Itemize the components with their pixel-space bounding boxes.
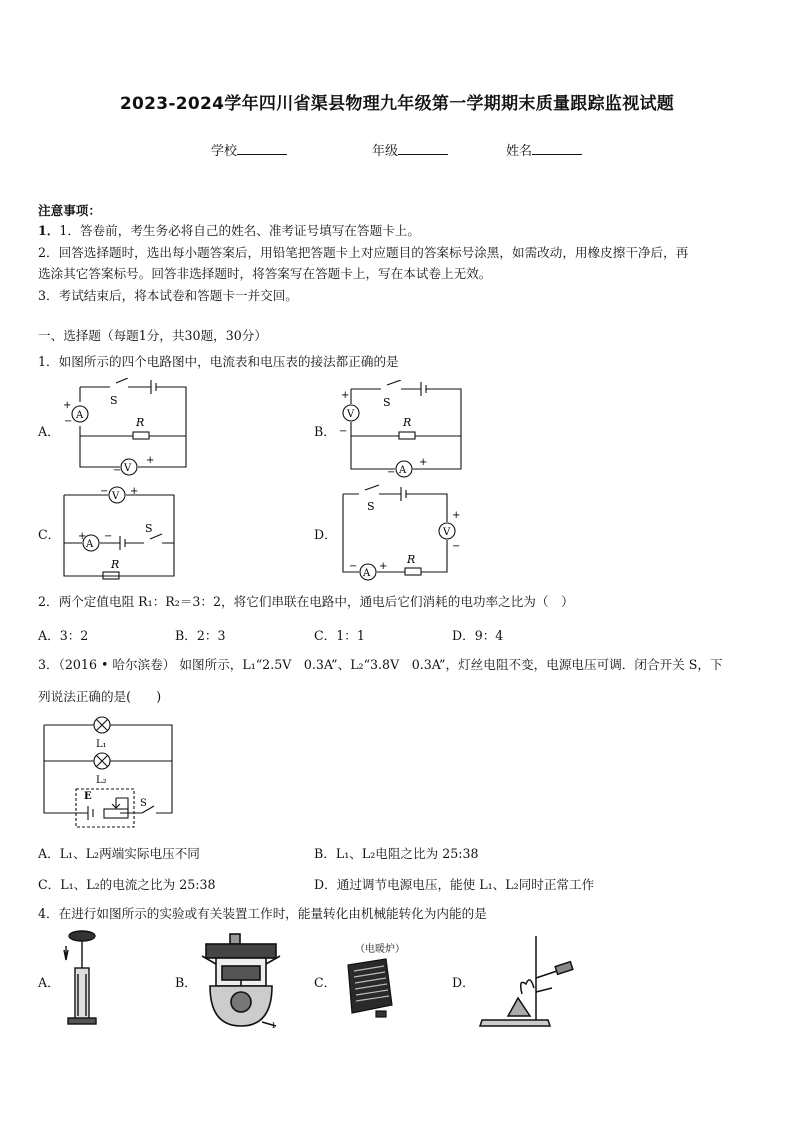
svg-text:−: − <box>387 467 396 478</box>
svg-text:S: S <box>367 500 375 513</box>
q2-option-c: C．1：1 <box>314 628 365 643</box>
circuit-b <box>333 380 473 480</box>
svg-text:V: V <box>443 527 451 538</box>
name-label: 姓名 <box>506 144 533 159</box>
q4-label-b: B． <box>175 975 197 990</box>
svg-text:−: − <box>349 561 358 572</box>
q3-option-a: A．L₁、L₂两端实际电压不同 <box>38 846 200 861</box>
school-label: 学校 <box>211 144 238 159</box>
note-1: 1．1．答卷前，考生务必将自己的姓名、准考证号填写在答题卡上。 <box>38 223 420 238</box>
note-3: 3．考试结束后，将本试卷和答题卡一并交回。 <box>38 288 298 303</box>
q4-label-a: A． <box>38 975 60 990</box>
svg-text:V: V <box>124 463 132 474</box>
svg-text:R: R <box>407 553 416 566</box>
q3-option-b: B．L₁、L₂电阻之比为 25:38 <box>314 846 479 861</box>
q2-stem: 2．两个定值电阻 R₁：R₂＝3：2，将它们串联在电路中，通电后它们消耗的电功率之比为（ ） <box>38 594 574 609</box>
svg-text:+: + <box>146 455 155 466</box>
svg-text:A: A <box>363 568 371 579</box>
circuit-d <box>333 484 473 584</box>
q4-label-d: D． <box>452 975 475 990</box>
svg-text:V: V <box>112 491 120 502</box>
page-title: 2023-2024学年四川省渠县物理九年级第一学期期末质量跟踪监视试题 <box>119 94 675 114</box>
q1-label-b: B． <box>314 424 336 439</box>
q2-option-a: A．3：2 <box>38 628 89 643</box>
q1-label-d: D． <box>314 527 337 542</box>
svg-text:−: − <box>339 426 348 437</box>
svg-text:−: − <box>113 465 122 476</box>
svg-text:−: − <box>100 486 109 497</box>
svg-text:+: + <box>63 400 72 411</box>
q3-stem-line2: 列说法正确的是( ) <box>38 689 162 704</box>
svg-text:+: + <box>78 531 87 542</box>
q1-stem: 1．如图所示的四个电路图中，电流表和电压表的接法都正确的是 <box>38 354 399 369</box>
svg-text:A: A <box>86 539 94 550</box>
q3-option-d: D．通过调节电源电压，能使 L₁、L₂同时正常工作 <box>314 877 595 892</box>
svg-text:−: − <box>64 416 73 427</box>
svg-text:+: + <box>452 510 461 521</box>
q3-option-c: C．L₁、L₂的电流之比为 25:38 <box>38 877 216 892</box>
q4-stem: 4．在进行如图所示的实验或有关装置工作时，能量转化由机械能转化为内能的是 <box>38 906 487 921</box>
svg-text:+: + <box>379 561 388 572</box>
heating-apparatus-image <box>478 934 578 1028</box>
engine-image <box>196 932 286 1030</box>
svg-text:A: A <box>76 410 84 421</box>
circuit-c <box>58 482 198 584</box>
svg-text:S: S <box>110 394 118 407</box>
svg-text:+: + <box>419 457 428 468</box>
svg-text:S: S <box>145 522 153 535</box>
electric-heater-image <box>342 955 398 1021</box>
svg-text:+: + <box>341 390 350 401</box>
engine-tick: ı <box>272 1020 276 1031</box>
svg-text:L₂: L₂ <box>96 775 107 786</box>
school-field <box>211 140 287 159</box>
q3-stem-line1: 3．（2016 • 哈尔滨卷） 如图所示，L₁“2.5V 0.3A”、L₂“3.8V 0.3A”，灯丝电阻不变，电源电压可调．闭合开关 S，下 <box>38 657 723 672</box>
section-heading: 一、选择题（每题1分，共30题，30分） <box>38 328 267 343</box>
svg-text:−: − <box>452 541 461 552</box>
q1-label-c: C． <box>38 527 61 542</box>
q4-label-c: C． <box>314 975 337 990</box>
q1-label-a: A． <box>38 424 60 439</box>
svg-text:E: E <box>84 791 92 802</box>
name-field <box>506 140 582 159</box>
notes-heading: 注意事项： <box>38 203 101 218</box>
svg-text:R: R <box>403 416 412 429</box>
q2-option-d: D．9：4 <box>452 628 504 643</box>
grade-field <box>372 140 448 159</box>
q2-option-b: B．2：3 <box>175 628 226 643</box>
svg-text:S: S <box>140 798 147 809</box>
svg-text:R: R <box>111 558 120 571</box>
svg-text:L₁: L₁ <box>96 739 107 750</box>
svg-text:−: − <box>104 531 113 542</box>
svg-text:+: + <box>130 486 139 497</box>
q3-circuit <box>38 713 178 833</box>
svg-text:R: R <box>136 416 145 429</box>
heater-caption: （电暖炉） <box>355 944 405 955</box>
svg-text:A: A <box>399 465 407 476</box>
note-2-cont: 选涂其它答案标号。回答非选择题时，将答案写在答题卡上，写在本试卷上无效。 <box>38 266 492 281</box>
svg-text:V: V <box>347 409 355 420</box>
svg-text:S: S <box>383 396 391 409</box>
fire-syringe-image <box>60 928 104 1028</box>
grade-label: 年级 <box>372 144 399 159</box>
note-2: 2．回答选择题时，选出每小题答案后，用铅笔把答题卡上对应题目的答案标号涂黑，如需改动，用橡皮擦干净后，再 <box>38 245 689 260</box>
circuit-a <box>58 378 198 478</box>
